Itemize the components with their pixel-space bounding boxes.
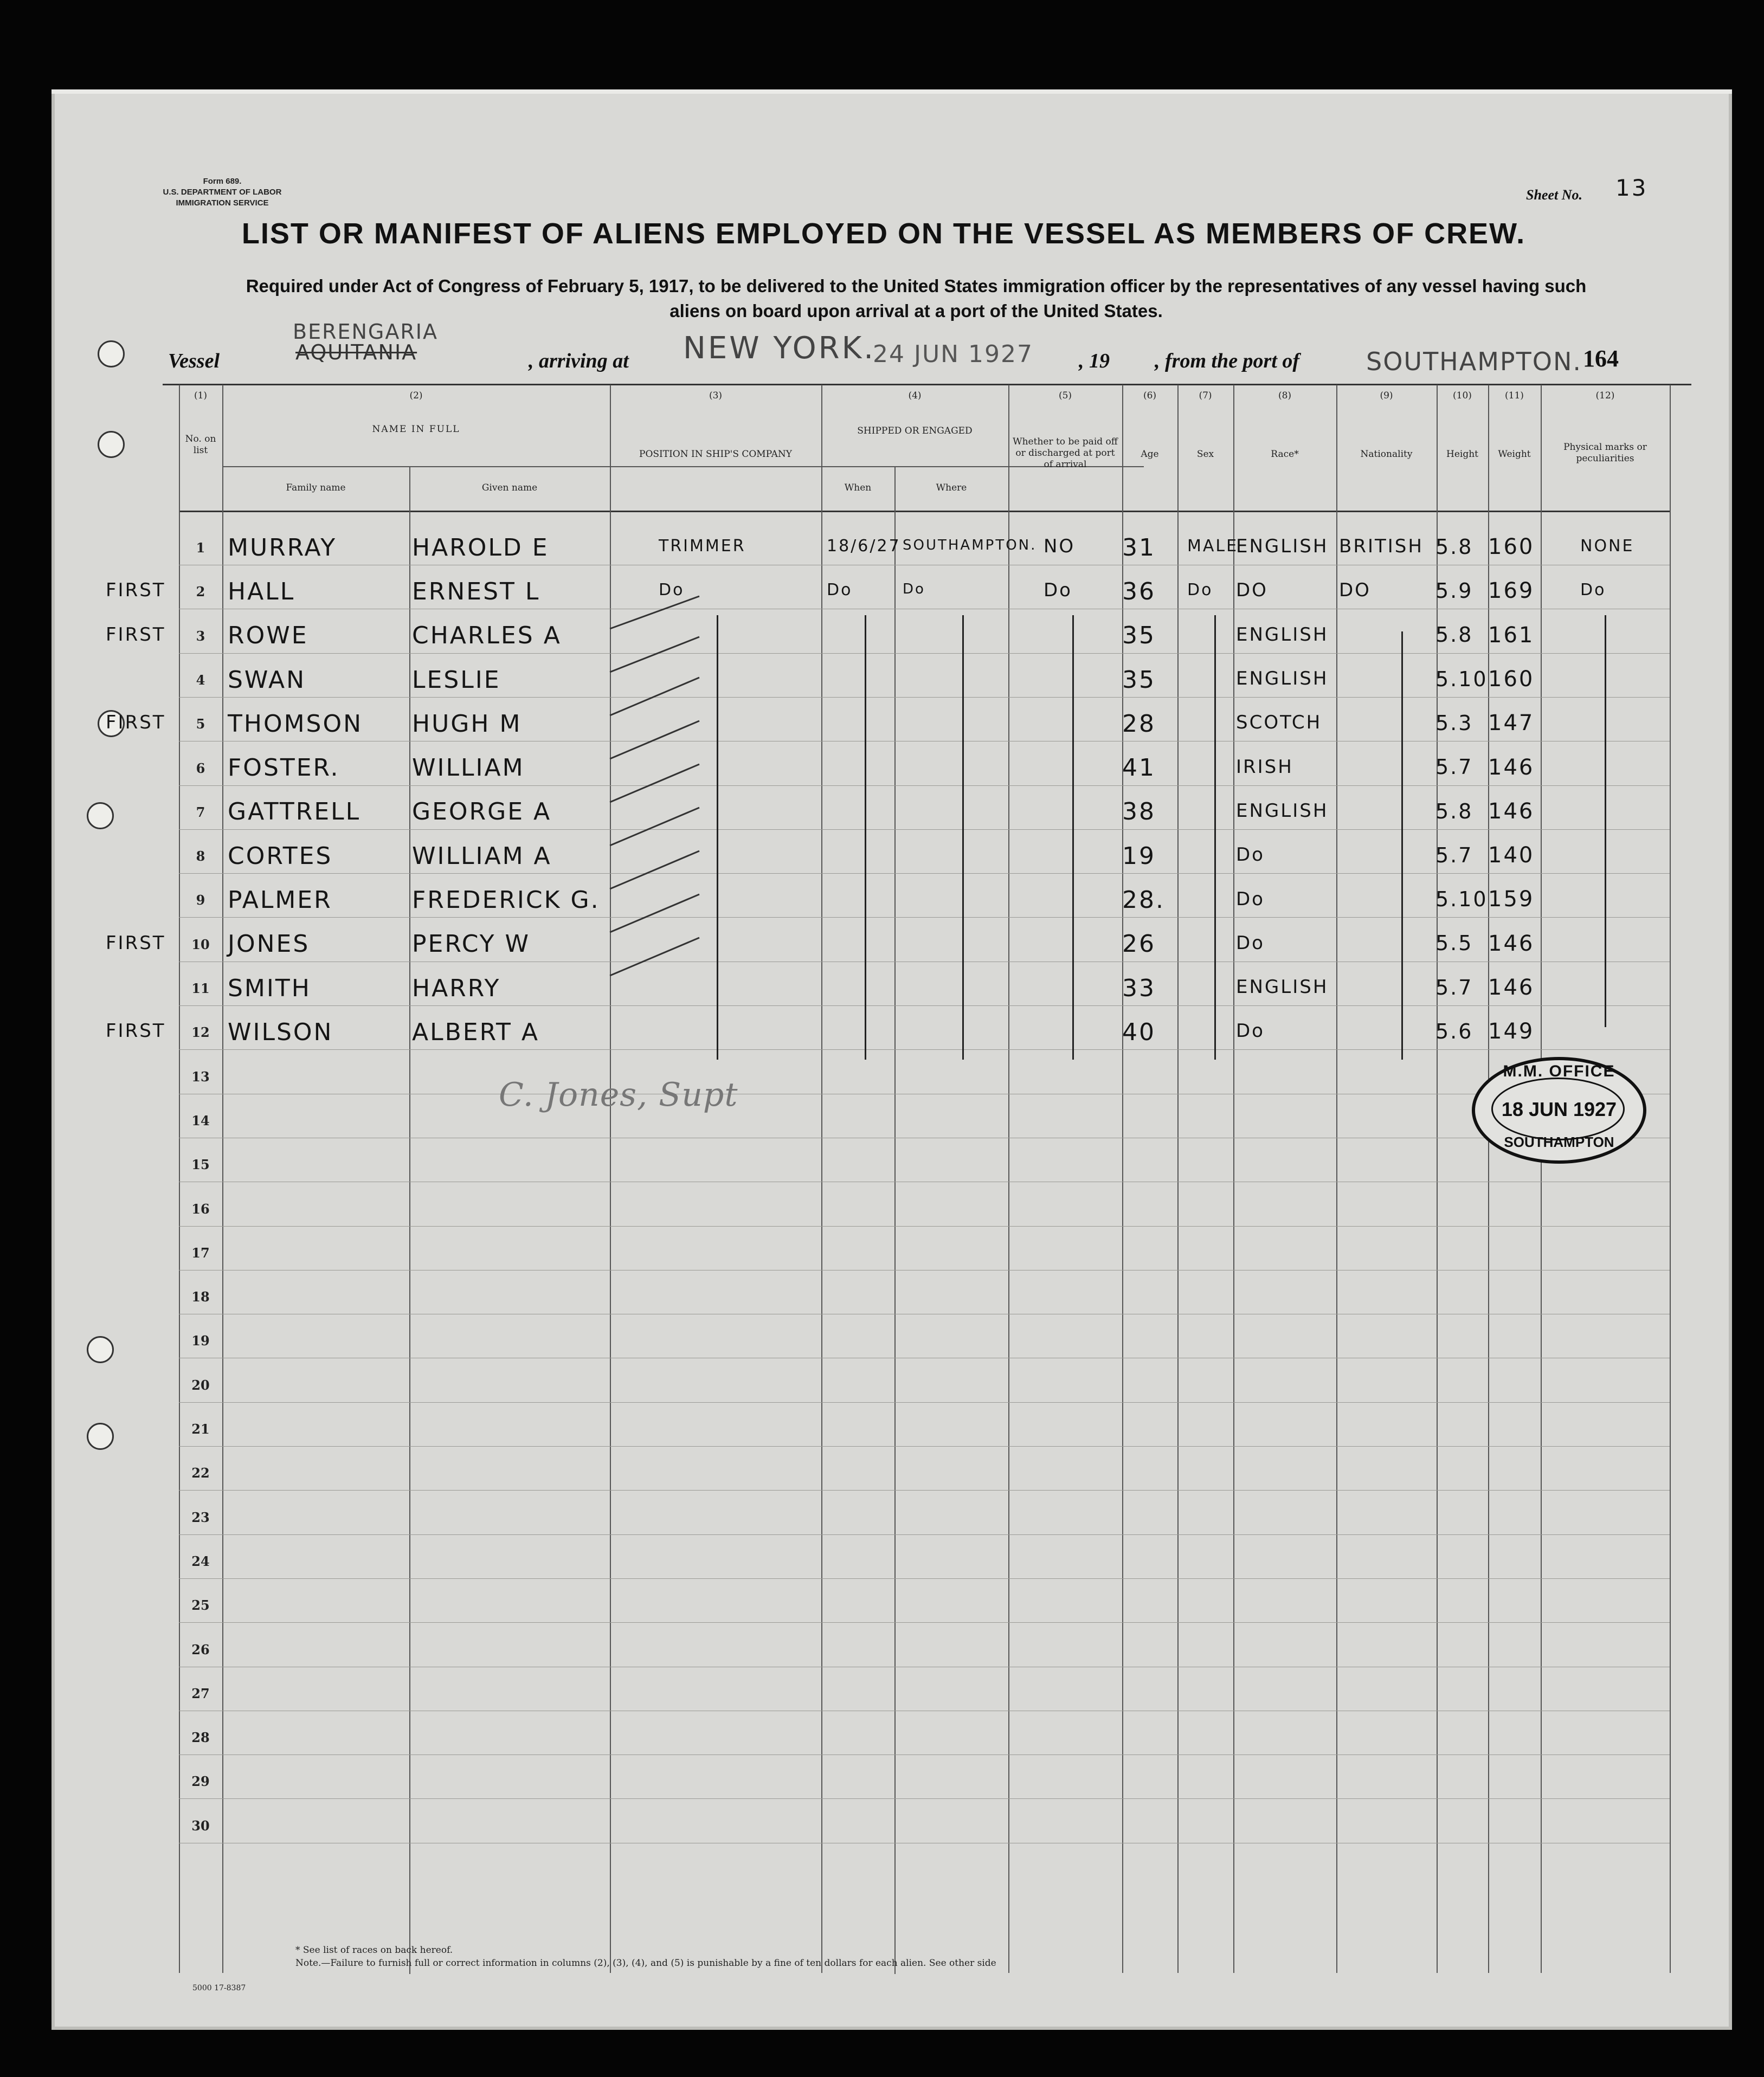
row-number: 10	[191, 936, 210, 952]
col-9-number: (9)	[1380, 390, 1393, 401]
shipped-when: Do	[827, 580, 853, 599]
col-11-header: Weight	[1498, 449, 1531, 460]
given-name: GEORGE A	[412, 798, 552, 826]
height: 5.9	[1435, 579, 1473, 603]
row-number: 9	[196, 892, 205, 908]
weight: 159	[1488, 887, 1535, 912]
col-3-header: POSITION IN SHIP'S COMPANY	[639, 449, 792, 460]
stamp-bottom: SOUTHAMPTON	[1504, 1134, 1614, 1150]
age: 28	[1122, 709, 1156, 738]
race: Do	[1236, 888, 1265, 910]
family-name: JONES	[228, 930, 310, 958]
paid-off: Do	[1044, 579, 1072, 602]
list-number: 164	[1583, 345, 1619, 372]
height: 5.6	[1435, 1020, 1473, 1043]
col-2-header: NAME IN FULL	[372, 424, 460, 435]
row-rule	[179, 653, 1670, 654]
row-rule	[179, 829, 1670, 830]
col-12-number: (12)	[1595, 390, 1615, 401]
margin-note: FIRST	[106, 579, 166, 602]
service: IMMIGRATION SERVICE	[176, 198, 269, 208]
col-4a-header: When	[844, 482, 872, 493]
row-number: 4	[196, 672, 205, 688]
col-7-header: Sex	[1196, 449, 1214, 460]
form-number: Form 689.	[203, 177, 242, 186]
row-number: 28	[191, 1730, 210, 1746]
subtitle-line-2: aliens on board upon arrival at a port of the United States.	[669, 301, 1163, 321]
col-9-header: Nationality	[1360, 449, 1413, 460]
sheet-number: 13	[1615, 175, 1648, 201]
given-name: ERNEST L	[412, 577, 540, 605]
col-4-header: SHIPPED OR ENGAGED	[857, 425, 973, 436]
race: ENGLISH	[1236, 799, 1329, 822]
age: 35	[1122, 622, 1156, 650]
weight: 146	[1488, 754, 1535, 780]
col-6-number: (6)	[1143, 390, 1157, 401]
height: 5.8	[1435, 623, 1473, 647]
weight: 160	[1488, 666, 1535, 692]
weight: 160	[1488, 534, 1535, 559]
stamp-top: M.M. OFFICE	[1503, 1062, 1615, 1080]
col-rule	[1177, 385, 1179, 1973]
family-name: CORTES	[228, 842, 333, 870]
race: SCOTCH	[1236, 712, 1322, 734]
ditto-line	[1214, 615, 1216, 1060]
stamp-date: 18 JUN 1927	[1501, 1098, 1617, 1120]
row-number: 13	[191, 1068, 210, 1085]
row-rule	[179, 785, 1670, 786]
weight: 149	[1488, 1019, 1535, 1044]
row-number: 15	[191, 1157, 210, 1173]
col-1-header: No. on list	[185, 434, 216, 456]
ditto-line	[1605, 615, 1606, 1027]
age: 28.	[1122, 886, 1165, 914]
row-number: 8	[196, 848, 205, 865]
col-12-header: Physical marks or peculiarities	[1563, 442, 1647, 464]
col-2a-header: Family name	[286, 482, 346, 493]
weight: 146	[1488, 975, 1535, 1000]
height: 5.7	[1435, 843, 1473, 867]
row-rule	[179, 1578, 1670, 1579]
col-3-number: (3)	[709, 390, 723, 401]
given-name: HAROLD E	[412, 533, 549, 562]
physical-marks: NONE	[1580, 536, 1634, 556]
row-rule	[179, 1226, 1670, 1227]
age: 33	[1122, 974, 1156, 1002]
family-name: HALL	[228, 577, 295, 605]
age: 41	[1122, 754, 1156, 782]
height: 5.10	[1435, 887, 1488, 912]
col-rule	[1233, 385, 1234, 1973]
family-name: ROWE	[228, 622, 308, 650]
ditto-stroke	[610, 894, 699, 932]
punch-hole	[98, 340, 125, 367]
ditto-stroke	[610, 721, 699, 759]
row-rule	[179, 697, 1670, 698]
height: 5.7	[1435, 755, 1473, 779]
date-stamp: 24 JUN 1927	[873, 340, 1034, 368]
weight: 140	[1488, 843, 1535, 868]
family-name: THOMSON	[228, 709, 363, 738]
page-title: LIST OR MANIFEST OF ALIENS EMPLOYED ON THE VESSEL AS MEMBERS OF CREW.	[241, 217, 1526, 250]
height: 5.7	[1435, 975, 1473, 999]
vessel-struck: AQUITANIA	[295, 340, 417, 364]
race: ENGLISH	[1236, 536, 1329, 558]
col-5-number: (5)	[1058, 390, 1072, 401]
row-number: 2	[196, 584, 205, 600]
punch-hole	[87, 1336, 114, 1363]
row-rule	[179, 1798, 1670, 1799]
sex: Do	[1187, 580, 1213, 599]
given-name: WILLIAM	[412, 754, 525, 782]
age: 38	[1122, 798, 1156, 826]
paper-edge	[51, 89, 1732, 94]
age: 19	[1122, 842, 1156, 870]
arriving-label: , arriving at	[529, 350, 629, 372]
manifest-sheet	[51, 89, 1732, 2030]
row-number: 19	[191, 1333, 210, 1349]
ditto-stroke	[610, 678, 699, 715]
position: TRIMMER	[659, 536, 746, 556]
ditto-line	[865, 615, 866, 1060]
row-number: 26	[191, 1641, 210, 1657]
sex: MALE	[1187, 536, 1239, 556]
row-number: 30	[191, 1817, 210, 1834]
row-number: 23	[191, 1509, 210, 1525]
footnote-penalty: Note.—Failure to furnish full or correct information in columns (2), (3), (4), and (5) is punishable by a fine of ten dollars for each alien. See other side	[295, 1958, 996, 1969]
ditto-stroke	[610, 764, 699, 802]
shipped-where: Do	[903, 581, 925, 598]
vessel-stamp: BERENGARIA	[293, 320, 438, 344]
subtitle	[163, 274, 1670, 324]
ditto-stroke	[610, 851, 699, 889]
col-8-header: Race*	[1271, 449, 1299, 460]
punch-hole	[98, 431, 125, 458]
given-name: FREDERICK G.	[412, 886, 600, 914]
arriving-port: NEW YORK.	[683, 331, 876, 366]
family-name: SMITH	[228, 974, 311, 1002]
row-number: 12	[191, 1024, 210, 1041]
col-rule	[1336, 385, 1337, 1973]
ditto-line	[1401, 631, 1403, 1060]
row-rule	[179, 873, 1670, 874]
race: IRISH	[1236, 756, 1293, 778]
given-name: HARRY	[412, 974, 501, 1002]
col-4b-header: Where	[936, 482, 967, 493]
col-rule	[1008, 385, 1009, 1973]
age: 35	[1122, 666, 1156, 694]
weight: 147	[1488, 711, 1535, 736]
row-number: 1	[196, 540, 205, 556]
paid-off: NO	[1044, 536, 1076, 558]
from-port: SOUTHAMPTON.	[1366, 347, 1582, 376]
from-label: , from the port of	[1155, 350, 1300, 372]
ditto-line	[717, 615, 718, 1060]
row-number: 20	[191, 1377, 210, 1393]
position-strokes	[607, 585, 716, 1073]
age: 31	[1122, 533, 1156, 562]
col-4-number: (4)	[908, 390, 922, 401]
row-number: 21	[191, 1421, 210, 1437]
col-5-header: Whether to be paid off or discharged at port of arrival	[1013, 436, 1118, 470]
row-number: 29	[191, 1773, 210, 1790]
row-rule	[179, 1490, 1670, 1491]
family-name: MURRAY	[228, 533, 337, 562]
height: 5.8	[1435, 799, 1473, 823]
row-rule	[179, 1049, 1670, 1050]
weight: 169	[1488, 578, 1535, 604]
margin-note: FIRST	[106, 623, 166, 646]
nationality: BRITISH	[1339, 536, 1424, 558]
col-rule	[222, 385, 223, 1973]
age: 36	[1122, 577, 1156, 605]
row-rule	[179, 1402, 1670, 1403]
shipped-when: 18/6/27	[827, 536, 901, 556]
race: Do	[1236, 1020, 1265, 1042]
row-rule	[179, 1446, 1670, 1447]
row-number: 7	[196, 804, 205, 820]
weight: 161	[1488, 622, 1535, 648]
department: U.S. DEPARTMENT OF LABOR	[163, 188, 282, 197]
height: 5.5	[1435, 931, 1473, 956]
col-10-number: (10)	[1453, 390, 1472, 401]
subheader-rule	[222, 466, 1144, 467]
table-top-rule	[163, 384, 1691, 385]
row-number: 25	[191, 1597, 210, 1614]
family-name: SWAN	[228, 666, 306, 694]
col-rule	[1541, 385, 1542, 1973]
punch-hole	[87, 1423, 114, 1450]
age: 40	[1122, 1018, 1156, 1046]
given-name: CHARLES A	[412, 622, 562, 650]
race: ENGLISH	[1236, 623, 1329, 646]
col-2-number: (2)	[409, 390, 423, 401]
row-rule	[179, 917, 1670, 918]
family-name: PALMER	[228, 886, 332, 914]
given-name: WILLIAM A	[412, 842, 552, 870]
form-header	[146, 176, 298, 209]
given-name: HUGH M	[412, 709, 522, 738]
given-name: ALBERT A	[412, 1018, 539, 1046]
margin-note: FIRST	[106, 1020, 166, 1042]
row-number: 16	[191, 1201, 210, 1217]
row-number: 22	[191, 1465, 210, 1481]
ditto-stroke	[610, 938, 699, 976]
row-number: 18	[191, 1289, 210, 1305]
col-2b-header: Given name	[481, 482, 538, 493]
col-1-number: (1)	[194, 390, 208, 401]
shipped-where: SOUTHAMPTON.	[903, 537, 1037, 553]
sheet-label: Sheet No.	[1526, 187, 1582, 203]
row-number: 5	[196, 716, 205, 732]
height: 5.3	[1435, 711, 1473, 735]
nationality: DO	[1339, 579, 1371, 602]
height: 5.10	[1435, 667, 1488, 691]
office-stamp	[1472, 1057, 1646, 1164]
age: 26	[1122, 930, 1156, 958]
col-8-number: (8)	[1278, 390, 1292, 401]
weight: 146	[1488, 798, 1535, 824]
col-10-header: Height	[1446, 449, 1478, 460]
row-rule	[179, 1622, 1670, 1623]
punch-hole	[87, 802, 114, 829]
signature: C. Jones, Supt	[499, 1076, 738, 1114]
row-number: 6	[196, 760, 205, 776]
row-number: 14	[191, 1112, 210, 1128]
given-name: LESLIE	[412, 666, 501, 694]
col-rule	[409, 467, 410, 1974]
row-rule	[179, 1005, 1670, 1006]
family-name: WILSON	[228, 1018, 333, 1046]
race: DO	[1236, 579, 1268, 602]
row-number: 27	[191, 1685, 210, 1701]
physical-marks: Do	[1580, 580, 1606, 599]
race: Do	[1236, 932, 1265, 954]
position: Do	[659, 580, 685, 599]
table-right-rule	[1670, 385, 1671, 1973]
row-number: 3	[196, 628, 205, 644]
row-rule	[179, 1534, 1670, 1535]
ditto-line	[1072, 615, 1074, 1060]
row-number: 17	[191, 1244, 210, 1261]
given-name: PERCY W	[412, 930, 531, 958]
ditto-stroke	[610, 596, 699, 629]
col-6-header: Age	[1141, 449, 1159, 460]
header-bottom-rule	[179, 511, 1670, 512]
weight: 146	[1488, 931, 1535, 956]
margin-note: FIRST	[106, 932, 166, 954]
race: ENGLISH	[1236, 668, 1329, 689]
vessel-label: Vessel	[168, 350, 220, 372]
ditto-stroke	[610, 637, 699, 672]
height: 5.8	[1435, 534, 1473, 559]
col-rule	[894, 467, 896, 1974]
ditto-stroke	[610, 808, 699, 846]
race: Do	[1236, 844, 1265, 866]
footnote-races: * See list of races on back hereof.	[295, 1945, 453, 1956]
margin-note: FIRST	[106, 712, 166, 734]
year-label: , 19	[1079, 350, 1110, 372]
col-rule	[821, 385, 822, 1973]
subtitle-line-1: Required under Act of Congress of February 5, 1917, to be delivered to the United States immigration officer by the representatives of any vessel having such	[246, 276, 1587, 296]
ditto-line	[962, 615, 964, 1060]
family-name: FOSTER.	[228, 754, 340, 782]
col-7-number: (7)	[1199, 390, 1212, 401]
race: ENGLISH	[1236, 976, 1329, 998]
row-number: 24	[191, 1553, 210, 1569]
col-11-number: (11)	[1505, 390, 1524, 401]
print-code: 5000 17-8387	[192, 1984, 246, 1992]
row-number: 11	[191, 981, 210, 996]
family-name: GATTRELL	[228, 798, 361, 826]
